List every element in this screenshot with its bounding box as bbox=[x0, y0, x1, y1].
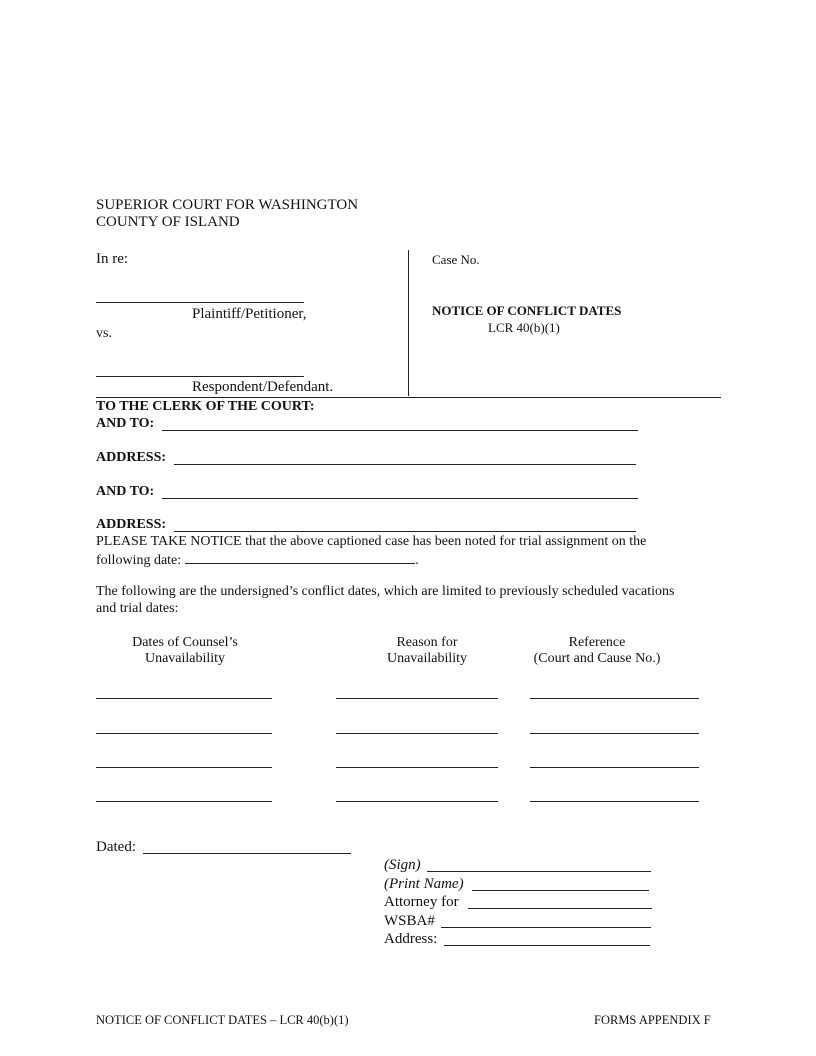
row4-dates-field[interactable] bbox=[96, 801, 272, 802]
print-name-field[interactable] bbox=[472, 890, 649, 891]
sign-label: (Sign) bbox=[384, 857, 421, 873]
print-name-label: (Print Name) bbox=[384, 876, 464, 892]
row2-reference-field[interactable] bbox=[530, 733, 699, 734]
attorney-for-label: Attorney for bbox=[384, 894, 459, 910]
row2-dates-field[interactable] bbox=[96, 733, 272, 734]
row4-reason-field[interactable] bbox=[336, 801, 498, 802]
vs-label: vs. bbox=[96, 326, 112, 341]
row3-reason-field[interactable] bbox=[336, 767, 498, 768]
sign-field[interactable] bbox=[427, 871, 651, 872]
address-label-2: ADDRESS: bbox=[96, 517, 167, 532]
notice-text-line1: PLEASE TAKE NOTICE that the above captioned case has been noted for trial assignment on the bbox=[96, 534, 647, 549]
col-reference-header-line2: (Court and Cause No.) bbox=[533, 651, 661, 666]
signature-address-field[interactable] bbox=[444, 945, 650, 946]
address-field-1[interactable] bbox=[174, 464, 636, 465]
row2-reason-field[interactable] bbox=[336, 733, 498, 734]
and-to-label-2: AND TO: bbox=[96, 484, 155, 499]
plaintiff-label: Plaintiff/Petitioner, bbox=[192, 306, 307, 322]
col-dates-header-line2: Unavailability bbox=[144, 651, 226, 666]
conflicts-text-line1: The following are the undersigned’s conflict dates, which are limited to previously scheduled vacations bbox=[96, 584, 675, 599]
row1-dates-field[interactable] bbox=[96, 698, 272, 699]
row3-reference-field[interactable] bbox=[530, 767, 699, 768]
clerk-heading: TO THE CLERK OF THE COURT: bbox=[96, 399, 315, 414]
attorney-for-field[interactable] bbox=[468, 908, 652, 909]
col-reason-header bbox=[364, 635, 490, 667]
and-to-field-2[interactable] bbox=[162, 498, 638, 499]
trial-date-field[interactable] bbox=[185, 551, 415, 564]
court-name: SUPERIOR COURT FOR WASHINGTON bbox=[96, 197, 359, 213]
row4-reference-field[interactable] bbox=[530, 801, 699, 802]
and-to-label-1: AND TO: bbox=[96, 416, 155, 431]
row1-reason-field[interactable] bbox=[336, 698, 498, 699]
notice-text-prefix: following date: bbox=[96, 553, 182, 568]
wsba-field[interactable] bbox=[441, 927, 651, 928]
caption-divider-horizontal bbox=[96, 397, 721, 398]
col-dates-header-line1: Dates of Counsel’s bbox=[132, 635, 238, 650]
and-to-field-1[interactable] bbox=[162, 430, 638, 431]
footer-left: NOTICE OF CONFLICT DATES – LCR 40(b)(1) bbox=[96, 1013, 349, 1027]
footer-right: FORMS APPENDIX F bbox=[594, 1013, 711, 1027]
case-no-label: Case No. bbox=[432, 252, 480, 267]
signature-address-label: Address: bbox=[384, 931, 438, 947]
wsba-label: WSBA# bbox=[384, 913, 435, 929]
respondent-name-line[interactable] bbox=[96, 376, 304, 377]
dated-label: Dated: bbox=[96, 839, 136, 855]
in-re-label: In re: bbox=[96, 251, 129, 267]
col-dates-header bbox=[112, 635, 258, 667]
row1-reference-field[interactable] bbox=[530, 698, 699, 699]
notice-text-suffix: . bbox=[415, 553, 419, 568]
conflicts-text-line2: and trial dates: bbox=[96, 601, 179, 616]
col-reason-header-line1: Reason for bbox=[396, 635, 458, 650]
rule-reference: LCR 40(b)(1) bbox=[488, 320, 560, 335]
dated-field[interactable] bbox=[143, 853, 351, 854]
court-county: COUNTY OF ISLAND bbox=[96, 214, 240, 230]
caption-divider-vertical bbox=[408, 250, 409, 396]
address-label-1: ADDRESS: bbox=[96, 450, 167, 465]
document-title: NOTICE OF CONFLICT DATES bbox=[432, 303, 622, 318]
respondent-label: Respondent/Defendant. bbox=[192, 379, 334, 395]
plaintiff-name-line[interactable] bbox=[96, 302, 304, 303]
col-reference-header-line1: Reference bbox=[568, 635, 626, 650]
row3-dates-field[interactable] bbox=[96, 767, 272, 768]
col-reason-header-line2: Unavailability bbox=[386, 651, 468, 666]
notice-text-line2 bbox=[96, 551, 419, 569]
address-field-2[interactable] bbox=[174, 531, 636, 532]
col-reference-header bbox=[527, 635, 667, 667]
